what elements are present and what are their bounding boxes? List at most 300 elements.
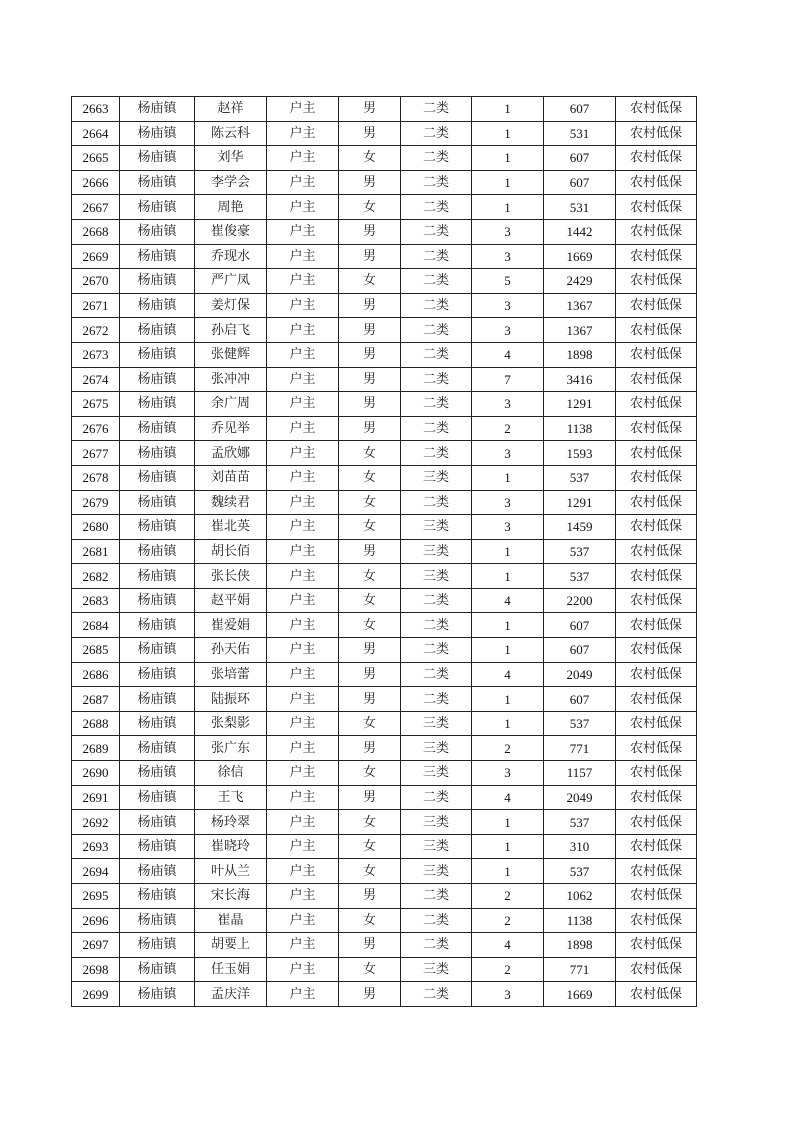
cell-household-size: 3 (472, 318, 544, 343)
cell-relation: 户主 (267, 465, 339, 490)
cell-program: 农村低保 (616, 884, 697, 909)
table-row (72, 269, 697, 294)
cell-town: 杨庙镇 (120, 564, 195, 589)
cell-gender: 女 (339, 146, 401, 171)
table-row (72, 465, 697, 490)
cell-household-size: 3 (472, 515, 544, 540)
cell-person-name: 张广东 (195, 736, 267, 761)
cell-gender: 男 (339, 884, 401, 909)
cell-person-name: 姜灯保 (195, 293, 267, 318)
cell-amount: 1291 (544, 490, 616, 515)
cell-gender: 男 (339, 416, 401, 441)
cell-serial-number: 2667 (72, 195, 120, 220)
cell-town: 杨庙镇 (120, 711, 195, 736)
cell-gender: 男 (339, 367, 401, 392)
cell-household-size: 2 (472, 957, 544, 982)
cell-town: 杨庙镇 (120, 465, 195, 490)
cell-amount: 1593 (544, 441, 616, 466)
cell-category: 二类 (401, 195, 472, 220)
cell-person-name: 张培蕾 (195, 662, 267, 687)
table-row (72, 318, 697, 343)
cell-program: 农村低保 (616, 588, 697, 613)
cell-category: 二类 (401, 687, 472, 712)
cell-town: 杨庙镇 (120, 810, 195, 835)
cell-household-size: 1 (472, 613, 544, 638)
cell-program: 农村低保 (616, 465, 697, 490)
cell-amount: 531 (544, 121, 616, 146)
cell-amount: 537 (544, 564, 616, 589)
cell-category: 二类 (401, 170, 472, 195)
cell-relation: 户主 (267, 121, 339, 146)
cell-program: 农村低保 (616, 219, 697, 244)
cell-relation: 户主 (267, 613, 339, 638)
cell-category: 二类 (401, 293, 472, 318)
cell-relation: 户主 (267, 785, 339, 810)
cell-amount: 1138 (544, 416, 616, 441)
cell-serial-number: 2663 (72, 97, 120, 122)
cell-category: 二类 (401, 318, 472, 343)
cell-program: 农村低保 (616, 490, 697, 515)
cell-amount: 1442 (544, 219, 616, 244)
cell-amount: 537 (544, 539, 616, 564)
cell-category: 三类 (401, 736, 472, 761)
cell-gender: 女 (339, 441, 401, 466)
table-row (72, 588, 697, 613)
cell-gender: 男 (339, 736, 401, 761)
table-row (72, 416, 697, 441)
table-row (72, 367, 697, 392)
table-row (72, 834, 697, 859)
cell-person-name: 崔北英 (195, 515, 267, 540)
cell-amount: 771 (544, 957, 616, 982)
cell-serial-number: 2683 (72, 588, 120, 613)
cell-person-name: 徐信 (195, 761, 267, 786)
cell-relation: 户主 (267, 244, 339, 269)
cell-serial-number: 2685 (72, 638, 120, 663)
cell-household-size: 1 (472, 711, 544, 736)
cell-program: 农村低保 (616, 392, 697, 417)
cell-program: 农村低保 (616, 539, 697, 564)
cell-town: 杨庙镇 (120, 515, 195, 540)
cell-serial-number: 2697 (72, 933, 120, 958)
cell-town: 杨庙镇 (120, 859, 195, 884)
cell-household-size: 2 (472, 884, 544, 909)
cell-serial-number: 2668 (72, 219, 120, 244)
cell-serial-number: 2673 (72, 342, 120, 367)
cell-gender: 女 (339, 269, 401, 294)
cell-program: 农村低保 (616, 441, 697, 466)
cell-town: 杨庙镇 (120, 908, 195, 933)
cell-program: 农村低保 (616, 121, 697, 146)
cell-gender: 男 (339, 244, 401, 269)
cell-amount: 607 (544, 613, 616, 638)
table-row (72, 785, 697, 810)
cell-household-size: 1 (472, 859, 544, 884)
cell-household-size: 4 (472, 588, 544, 613)
cell-town: 杨庙镇 (120, 662, 195, 687)
cell-person-name: 孟欣娜 (195, 441, 267, 466)
cell-household-size: 1 (472, 834, 544, 859)
cell-amount: 1669 (544, 982, 616, 1007)
cell-serial-number: 2695 (72, 884, 120, 909)
cell-category: 二类 (401, 121, 472, 146)
cell-serial-number: 2688 (72, 711, 120, 736)
cell-amount: 1459 (544, 515, 616, 540)
table-row (72, 539, 697, 564)
cell-program: 农村低保 (616, 859, 697, 884)
cell-amount: 2200 (544, 588, 616, 613)
cell-person-name: 赵平娟 (195, 588, 267, 613)
table-row (72, 195, 697, 220)
cell-gender: 女 (339, 588, 401, 613)
cell-person-name: 周艳 (195, 195, 267, 220)
cell-household-size: 1 (472, 121, 544, 146)
cell-category: 二类 (401, 146, 472, 171)
cell-household-size: 1 (472, 170, 544, 195)
cell-gender: 女 (339, 834, 401, 859)
cell-person-name: 乔现水 (195, 244, 267, 269)
cell-person-name: 崔爱娟 (195, 613, 267, 638)
cell-program: 农村低保 (616, 613, 697, 638)
cell-relation: 户主 (267, 588, 339, 613)
cell-person-name: 孙天佑 (195, 638, 267, 663)
cell-category: 三类 (401, 834, 472, 859)
cell-category: 三类 (401, 859, 472, 884)
cell-relation: 户主 (267, 564, 339, 589)
cell-person-name: 宋长海 (195, 884, 267, 909)
cell-gender: 女 (339, 810, 401, 835)
cell-household-size: 1 (472, 97, 544, 122)
table-row (72, 170, 697, 195)
cell-gender: 男 (339, 785, 401, 810)
cell-relation: 户主 (267, 269, 339, 294)
cell-category: 二类 (401, 219, 472, 244)
cell-person-name: 李学会 (195, 170, 267, 195)
cell-category: 二类 (401, 638, 472, 663)
cell-gender: 女 (339, 465, 401, 490)
cell-person-name: 刘华 (195, 146, 267, 171)
cell-category: 二类 (401, 244, 472, 269)
cell-serial-number: 2666 (72, 170, 120, 195)
cell-gender: 男 (339, 219, 401, 244)
cell-household-size: 5 (472, 269, 544, 294)
table-row (72, 884, 697, 909)
cell-household-size: 2 (472, 416, 544, 441)
cell-town: 杨庙镇 (120, 342, 195, 367)
cell-category: 二类 (401, 367, 472, 392)
cell-household-size: 1 (472, 564, 544, 589)
cell-gender: 男 (339, 982, 401, 1007)
cell-serial-number: 2687 (72, 687, 120, 712)
cell-category: 二类 (401, 342, 472, 367)
cell-amount: 607 (544, 97, 616, 122)
cell-gender: 男 (339, 687, 401, 712)
cell-person-name: 胡长佰 (195, 539, 267, 564)
cell-relation: 户主 (267, 933, 339, 958)
cell-household-size: 1 (472, 539, 544, 564)
cell-household-size: 7 (472, 367, 544, 392)
cell-category: 二类 (401, 588, 472, 613)
cell-relation: 户主 (267, 318, 339, 343)
cell-town: 杨庙镇 (120, 146, 195, 171)
table-row (72, 711, 697, 736)
cell-relation: 户主 (267, 662, 339, 687)
cell-serial-number: 2689 (72, 736, 120, 761)
cell-serial-number: 2677 (72, 441, 120, 466)
cell-serial-number: 2694 (72, 859, 120, 884)
cell-person-name: 乔见举 (195, 416, 267, 441)
cell-relation: 户主 (267, 146, 339, 171)
cell-household-size: 3 (472, 490, 544, 515)
table-row (72, 957, 697, 982)
cell-town: 杨庙镇 (120, 269, 195, 294)
cell-gender: 女 (339, 515, 401, 540)
cell-category: 三类 (401, 711, 472, 736)
table-row (72, 982, 697, 1007)
cell-town: 杨庙镇 (120, 933, 195, 958)
cell-town: 杨庙镇 (120, 244, 195, 269)
cell-town: 杨庙镇 (120, 293, 195, 318)
cell-amount: 1898 (544, 933, 616, 958)
cell-gender: 女 (339, 908, 401, 933)
cell-relation: 户主 (267, 982, 339, 1007)
cell-person-name: 崔俊豪 (195, 219, 267, 244)
cell-gender: 男 (339, 318, 401, 343)
cell-relation: 户主 (267, 810, 339, 835)
cell-household-size: 3 (472, 293, 544, 318)
cell-program: 农村低保 (616, 367, 697, 392)
cell-gender: 男 (339, 342, 401, 367)
cell-program: 农村低保 (616, 170, 697, 195)
cell-category: 二类 (401, 933, 472, 958)
cell-household-size: 1 (472, 638, 544, 663)
cell-serial-number: 2675 (72, 392, 120, 417)
cell-category: 二类 (401, 662, 472, 687)
cell-town: 杨庙镇 (120, 834, 195, 859)
cell-gender: 男 (339, 638, 401, 663)
cell-program: 农村低保 (616, 318, 697, 343)
cell-relation: 户主 (267, 342, 339, 367)
cell-gender: 女 (339, 761, 401, 786)
cell-gender: 女 (339, 490, 401, 515)
table-row (72, 441, 697, 466)
cell-category: 二类 (401, 982, 472, 1007)
cell-gender: 女 (339, 613, 401, 638)
cell-category: 三类 (401, 515, 472, 540)
cell-category: 三类 (401, 539, 472, 564)
cell-town: 杨庙镇 (120, 687, 195, 712)
cell-relation: 户主 (267, 638, 339, 663)
table-row (72, 908, 697, 933)
cell-town: 杨庙镇 (120, 638, 195, 663)
cell-category: 二类 (401, 416, 472, 441)
cell-serial-number: 2699 (72, 982, 120, 1007)
table-row (72, 687, 697, 712)
table-row (72, 244, 697, 269)
cell-program: 农村低保 (616, 687, 697, 712)
cell-relation: 户主 (267, 170, 339, 195)
cell-person-name: 张梨影 (195, 711, 267, 736)
cell-town: 杨庙镇 (120, 613, 195, 638)
table-row (72, 490, 697, 515)
table-row (72, 736, 697, 761)
cell-town: 杨庙镇 (120, 490, 195, 515)
cell-program: 农村低保 (616, 146, 697, 171)
cell-amount: 537 (544, 859, 616, 884)
cell-amount: 1367 (544, 293, 616, 318)
cell-serial-number: 2691 (72, 785, 120, 810)
cell-program: 农村低保 (616, 244, 697, 269)
cell-serial-number: 2692 (72, 810, 120, 835)
table-row (72, 121, 697, 146)
cell-gender: 女 (339, 564, 401, 589)
cell-person-name: 崔晶 (195, 908, 267, 933)
cell-amount: 1367 (544, 318, 616, 343)
cell-gender: 女 (339, 859, 401, 884)
cell-household-size: 4 (472, 342, 544, 367)
cell-amount: 607 (544, 170, 616, 195)
table-row (72, 662, 697, 687)
cell-relation: 户主 (267, 490, 339, 515)
table-row (72, 146, 697, 171)
cell-category: 二类 (401, 97, 472, 122)
cell-town: 杨庙镇 (120, 367, 195, 392)
cell-town: 杨庙镇 (120, 170, 195, 195)
cell-amount: 1157 (544, 761, 616, 786)
cell-program: 农村低保 (616, 342, 697, 367)
table-row (72, 97, 697, 122)
cell-serial-number: 2672 (72, 318, 120, 343)
cell-amount: 3416 (544, 367, 616, 392)
cell-person-name: 叶从兰 (195, 859, 267, 884)
table-row (72, 859, 697, 884)
cell-town: 杨庙镇 (120, 195, 195, 220)
cell-town: 杨庙镇 (120, 539, 195, 564)
cell-program: 农村低保 (616, 564, 697, 589)
cell-serial-number: 2669 (72, 244, 120, 269)
cell-relation: 户主 (267, 957, 339, 982)
cell-town: 杨庙镇 (120, 982, 195, 1007)
cell-household-size: 3 (472, 244, 544, 269)
cell-amount: 771 (544, 736, 616, 761)
cell-category: 二类 (401, 392, 472, 417)
cell-serial-number: 2674 (72, 367, 120, 392)
cell-household-size: 2 (472, 736, 544, 761)
cell-person-name: 崔晓玲 (195, 834, 267, 859)
cell-household-size: 2 (472, 908, 544, 933)
cell-household-size: 4 (472, 662, 544, 687)
cell-person-name: 孟庆洋 (195, 982, 267, 1007)
cell-serial-number: 2671 (72, 293, 120, 318)
cell-relation: 户主 (267, 539, 339, 564)
cell-household-size: 3 (472, 441, 544, 466)
roster-body (72, 97, 697, 1007)
cell-town: 杨庙镇 (120, 761, 195, 786)
cell-category: 二类 (401, 613, 472, 638)
cell-program: 农村低保 (616, 662, 697, 687)
cell-amount: 531 (544, 195, 616, 220)
cell-serial-number: 2676 (72, 416, 120, 441)
cell-town: 杨庙镇 (120, 392, 195, 417)
table-row (72, 638, 697, 663)
cell-town: 杨庙镇 (120, 121, 195, 146)
cell-serial-number: 2678 (72, 465, 120, 490)
cell-program: 农村低保 (616, 933, 697, 958)
cell-program: 农村低保 (616, 736, 697, 761)
cell-amount: 2049 (544, 785, 616, 810)
cell-gender: 男 (339, 539, 401, 564)
cell-serial-number: 2680 (72, 515, 120, 540)
cell-serial-number: 2682 (72, 564, 120, 589)
cell-household-size: 3 (472, 219, 544, 244)
cell-person-name: 张长侠 (195, 564, 267, 589)
cell-relation: 户主 (267, 441, 339, 466)
cell-person-name: 严广凤 (195, 269, 267, 294)
cell-household-size: 4 (472, 933, 544, 958)
table-row (72, 219, 697, 244)
cell-serial-number: 2665 (72, 146, 120, 171)
cell-relation: 户主 (267, 834, 339, 859)
cell-person-name: 张健辉 (195, 342, 267, 367)
cell-relation: 户主 (267, 219, 339, 244)
cell-program: 农村低保 (616, 269, 697, 294)
cell-town: 杨庙镇 (120, 416, 195, 441)
cell-amount: 1898 (544, 342, 616, 367)
cell-gender: 女 (339, 195, 401, 220)
cell-category: 二类 (401, 785, 472, 810)
cell-town: 杨庙镇 (120, 441, 195, 466)
cell-gender: 男 (339, 933, 401, 958)
cell-category: 三类 (401, 465, 472, 490)
cell-relation: 户主 (267, 416, 339, 441)
cell-serial-number: 2698 (72, 957, 120, 982)
cell-household-size: 1 (472, 810, 544, 835)
cell-relation: 户主 (267, 908, 339, 933)
cell-gender: 男 (339, 293, 401, 318)
cell-program: 农村低保 (616, 293, 697, 318)
cell-household-size: 1 (472, 465, 544, 490)
table-row (72, 613, 697, 638)
cell-amount: 1669 (544, 244, 616, 269)
cell-amount: 2429 (544, 269, 616, 294)
cell-town: 杨庙镇 (120, 884, 195, 909)
cell-household-size: 1 (472, 195, 544, 220)
cell-serial-number: 2686 (72, 662, 120, 687)
cell-person-name: 魏续君 (195, 490, 267, 515)
cell-program: 农村低保 (616, 785, 697, 810)
cell-amount: 310 (544, 834, 616, 859)
cell-town: 杨庙镇 (120, 957, 195, 982)
cell-gender: 男 (339, 97, 401, 122)
table-row (72, 564, 697, 589)
cell-relation: 户主 (267, 859, 339, 884)
cell-gender: 男 (339, 662, 401, 687)
table-row (72, 515, 697, 540)
cell-relation: 户主 (267, 711, 339, 736)
cell-relation: 户主 (267, 761, 339, 786)
cell-amount: 1062 (544, 884, 616, 909)
cell-category: 二类 (401, 908, 472, 933)
cell-serial-number: 2690 (72, 761, 120, 786)
cell-program: 农村低保 (616, 416, 697, 441)
cell-person-name: 王飞 (195, 785, 267, 810)
cell-program: 农村低保 (616, 761, 697, 786)
cell-person-name: 赵祥 (195, 97, 267, 122)
cell-program: 农村低保 (616, 810, 697, 835)
cell-program: 农村低保 (616, 834, 697, 859)
cell-amount: 537 (544, 810, 616, 835)
cell-amount: 2049 (544, 662, 616, 687)
